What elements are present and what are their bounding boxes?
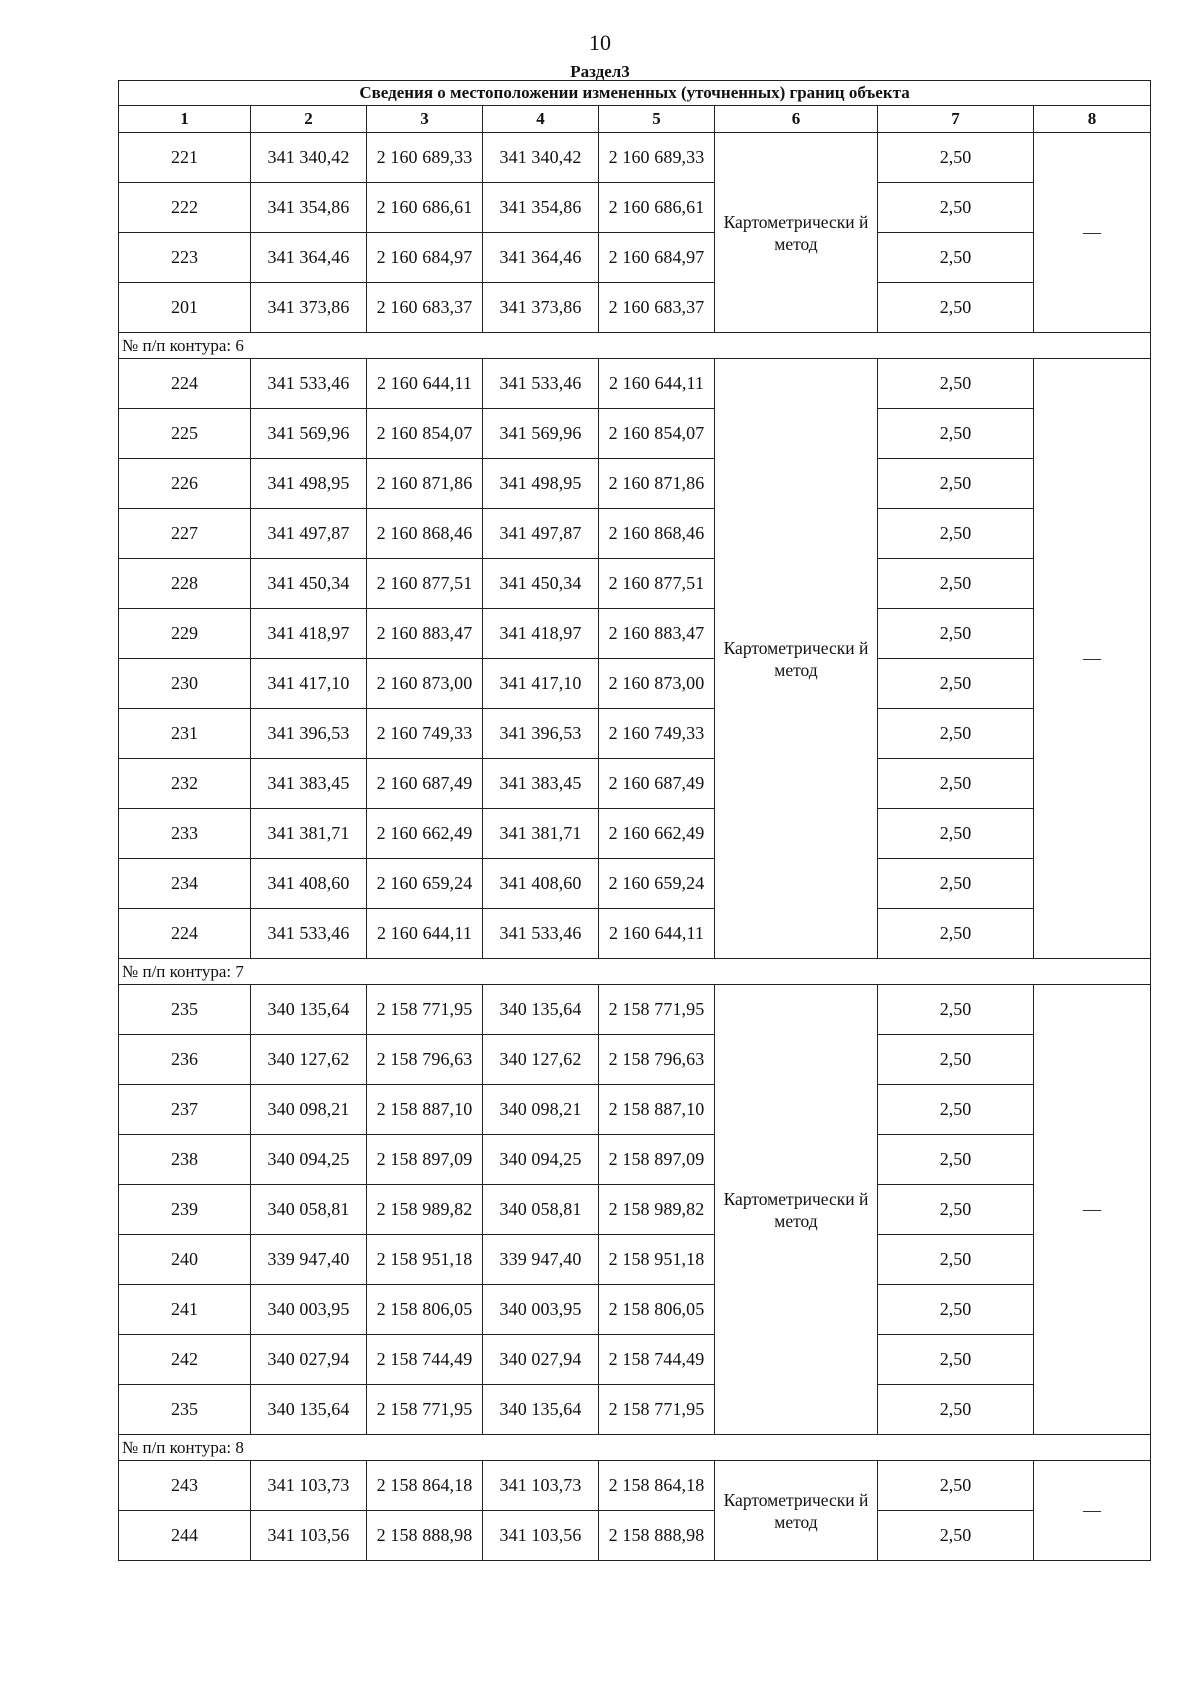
x-old-cell: 341 383,45 (251, 759, 367, 809)
table-row (119, 559, 1151, 609)
page-number: 10 (589, 30, 611, 55)
y-new-cell: 2 158 888,98 (599, 1511, 715, 1561)
y-new-cell: 2 160 687,49 (599, 759, 715, 809)
x-old-cell: 341 340,42 (251, 133, 367, 183)
x-new-cell: 341 417,10 (483, 659, 599, 709)
accuracy-cell: 2,50 (878, 509, 1034, 559)
x-new-cell: 341 497,87 (483, 509, 599, 559)
column-header-1: 1 (119, 106, 251, 133)
x-new-cell: 341 498,95 (483, 459, 599, 509)
point-number-cell: 242 (119, 1335, 251, 1385)
y-new-cell: 2 158 897,09 (599, 1135, 715, 1185)
x-new-cell: 341 569,96 (483, 409, 599, 459)
y-new-cell: 2 158 989,82 (599, 1185, 715, 1235)
x-old-cell: 341 533,46 (251, 909, 367, 959)
table-row (119, 1385, 1151, 1435)
accuracy-cell: 2,50 (878, 283, 1034, 333)
y-old-cell: 2 160 659,24 (367, 859, 483, 909)
table-row (119, 133, 1151, 183)
column-header-7: 7 (878, 106, 1034, 133)
y-old-cell: 2 158 796,63 (367, 1035, 483, 1085)
accuracy-cell: 2,50 (878, 1461, 1034, 1511)
method-cell: Картометрически й метод (715, 359, 878, 959)
point-number-cell: 223 (119, 233, 251, 283)
x-new-cell: 341 383,45 (483, 759, 599, 809)
accuracy-cell: 2,50 (878, 909, 1034, 959)
y-old-cell: 2 158 887,10 (367, 1085, 483, 1135)
y-new-cell: 2 160 659,24 (599, 859, 715, 909)
x-new-cell: 340 094,25 (483, 1135, 599, 1185)
accuracy-cell: 2,50 (878, 1035, 1034, 1085)
point-number-cell: 227 (119, 509, 251, 559)
y-old-cell: 2 160 883,47 (367, 609, 483, 659)
x-old-cell: 341 418,97 (251, 609, 367, 659)
table-caption: Сведения о местоположении измененных (уточненных) границ объекта (119, 81, 1151, 106)
point-number-cell: 232 (119, 759, 251, 809)
accuracy-cell: 2,50 (878, 1335, 1034, 1385)
accuracy-cell: 2,50 (878, 659, 1034, 709)
point-number-cell: 234 (119, 859, 251, 909)
y-old-cell: 2 158 951,18 (367, 1235, 483, 1285)
y-new-cell: 2 160 877,51 (599, 559, 715, 609)
table-row (119, 809, 1151, 859)
point-number-cell: 235 (119, 985, 251, 1035)
table-row (119, 1185, 1151, 1235)
x-new-cell: 340 135,64 (483, 1385, 599, 1435)
x-old-cell: 340 094,25 (251, 1135, 367, 1185)
x-new-cell: 341 533,46 (483, 359, 599, 409)
x-new-cell: 341 103,73 (483, 1461, 599, 1511)
y-old-cell: 2 158 771,95 (367, 985, 483, 1035)
contour-label: № п/п контура: 8 (119, 1435, 1151, 1461)
contour-row (119, 1435, 1151, 1461)
y-old-cell: 2 160 662,49 (367, 809, 483, 859)
x-new-cell: 341 373,86 (483, 283, 599, 333)
accuracy-cell: 2,50 (878, 1235, 1034, 1285)
table-row (119, 1285, 1151, 1335)
y-old-cell: 2 160 683,37 (367, 283, 483, 333)
y-new-cell: 2 160 686,61 (599, 183, 715, 233)
method-cell: Картометрически й метод (715, 985, 878, 1435)
contour-label: № п/п контура: 6 (119, 333, 1151, 359)
x-new-cell: 340 058,81 (483, 1185, 599, 1235)
x-new-cell: 340 135,64 (483, 985, 599, 1035)
table-row (119, 359, 1151, 409)
x-old-cell: 341 417,10 (251, 659, 367, 709)
accuracy-cell: 2,50 (878, 709, 1034, 759)
column-header-3: 3 (367, 106, 483, 133)
point-number-cell: 244 (119, 1511, 251, 1561)
x-old-cell: 340 058,81 (251, 1185, 367, 1235)
note-cell: — (1034, 133, 1151, 333)
method-cell: Картометрически й метод (715, 133, 878, 333)
point-number-cell: 235 (119, 1385, 251, 1435)
table-row (119, 233, 1151, 283)
y-old-cell: 2 158 888,98 (367, 1511, 483, 1561)
x-new-cell: 340 127,62 (483, 1035, 599, 1085)
y-new-cell: 2 160 871,86 (599, 459, 715, 509)
y-old-cell: 2 160 871,86 (367, 459, 483, 509)
column-header-5: 5 (599, 106, 715, 133)
accuracy-cell: 2,50 (878, 559, 1034, 609)
accuracy-cell: 2,50 (878, 809, 1034, 859)
point-number-cell: 224 (119, 909, 251, 959)
x-old-cell: 340 135,64 (251, 985, 367, 1035)
table-row (119, 909, 1151, 959)
x-new-cell: 341 381,71 (483, 809, 599, 859)
point-number-cell: 240 (119, 1235, 251, 1285)
point-number-cell: 229 (119, 609, 251, 659)
point-number-cell: 228 (119, 559, 251, 609)
x-old-cell: 340 027,94 (251, 1335, 367, 1385)
y-old-cell: 2 158 989,82 (367, 1185, 483, 1235)
x-old-cell: 341 450,34 (251, 559, 367, 609)
point-number-cell: 243 (119, 1461, 251, 1511)
y-new-cell: 2 160 883,47 (599, 609, 715, 659)
x-old-cell: 341 373,86 (251, 283, 367, 333)
table-row (119, 509, 1151, 559)
note-cell: — (1034, 985, 1151, 1435)
table-row (119, 709, 1151, 759)
x-new-cell: 341 364,46 (483, 233, 599, 283)
point-number-cell: 226 (119, 459, 251, 509)
x-old-cell: 340 127,62 (251, 1035, 367, 1085)
x-old-cell: 341 533,46 (251, 359, 367, 409)
point-number-cell: 224 (119, 359, 251, 409)
column-header-row (119, 106, 1151, 133)
x-new-cell: 341 418,97 (483, 609, 599, 659)
table-row (119, 459, 1151, 509)
y-old-cell: 2 158 897,09 (367, 1135, 483, 1185)
x-old-cell: 341 497,87 (251, 509, 367, 559)
y-new-cell: 2 160 868,46 (599, 509, 715, 559)
point-number-cell: 233 (119, 809, 251, 859)
y-old-cell: 2 160 877,51 (367, 559, 483, 609)
note-cell: — (1034, 1461, 1151, 1561)
accuracy-cell: 2,50 (878, 859, 1034, 909)
table-caption-row (119, 81, 1151, 106)
y-new-cell: 2 158 864,18 (599, 1461, 715, 1511)
y-new-cell: 2 160 684,97 (599, 233, 715, 283)
accuracy-cell: 2,50 (878, 759, 1034, 809)
table-row (119, 1461, 1151, 1511)
table-row (119, 1085, 1151, 1135)
table-row (119, 1511, 1151, 1561)
y-new-cell: 2 160 644,11 (599, 359, 715, 409)
point-number-cell: 222 (119, 183, 251, 233)
x-new-cell: 340 027,94 (483, 1335, 599, 1385)
x-new-cell: 341 340,42 (483, 133, 599, 183)
y-new-cell: 2 158 951,18 (599, 1235, 715, 1285)
y-new-cell: 2 160 644,11 (599, 909, 715, 959)
y-new-cell: 2 160 662,49 (599, 809, 715, 859)
table-row (119, 1135, 1151, 1185)
y-old-cell: 2 160 644,11 (367, 909, 483, 959)
note-cell: — (1034, 359, 1151, 959)
table-row (119, 283, 1151, 333)
table-row (119, 859, 1151, 909)
x-old-cell: 339 947,40 (251, 1235, 367, 1285)
y-old-cell: 2 160 854,07 (367, 409, 483, 459)
x-new-cell: 341 103,56 (483, 1511, 599, 1561)
y-old-cell: 2 160 749,33 (367, 709, 483, 759)
y-old-cell: 2 160 687,49 (367, 759, 483, 809)
x-old-cell: 341 381,71 (251, 809, 367, 859)
accuracy-cell: 2,50 (878, 409, 1034, 459)
x-new-cell: 339 947,40 (483, 1235, 599, 1285)
y-old-cell: 2 160 686,61 (367, 183, 483, 233)
boundary-coordinates-table (118, 80, 1151, 1561)
table-row (119, 1235, 1151, 1285)
x-old-cell: 341 103,56 (251, 1511, 367, 1561)
accuracy-cell: 2,50 (878, 1085, 1034, 1135)
accuracy-cell: 2,50 (878, 459, 1034, 509)
accuracy-cell: 2,50 (878, 1511, 1034, 1561)
y-old-cell: 2 160 873,00 (367, 659, 483, 709)
accuracy-cell: 2,50 (878, 233, 1034, 283)
point-number-cell: 238 (119, 1135, 251, 1185)
x-old-cell: 341 569,96 (251, 409, 367, 459)
table-row (119, 759, 1151, 809)
x-old-cell: 341 498,95 (251, 459, 367, 509)
point-number-cell: 237 (119, 1085, 251, 1135)
point-number-cell: 236 (119, 1035, 251, 1085)
table-row (119, 985, 1151, 1035)
y-new-cell: 2 158 744,49 (599, 1335, 715, 1385)
table-row (119, 409, 1151, 459)
point-number-cell: 225 (119, 409, 251, 459)
contour-row (119, 333, 1151, 359)
x-old-cell: 340 003,95 (251, 1285, 367, 1335)
accuracy-cell: 2,50 (878, 359, 1034, 409)
column-header-4: 4 (483, 106, 599, 133)
column-header-6: 6 (715, 106, 878, 133)
x-old-cell: 341 103,73 (251, 1461, 367, 1511)
accuracy-cell: 2,50 (878, 1285, 1034, 1335)
column-header-8: 8 (1034, 106, 1151, 133)
x-new-cell: 340 098,21 (483, 1085, 599, 1135)
y-new-cell: 2 158 796,63 (599, 1035, 715, 1085)
point-number-cell: 239 (119, 1185, 251, 1235)
y-new-cell: 2 160 683,37 (599, 283, 715, 333)
accuracy-cell: 2,50 (878, 1135, 1034, 1185)
point-number-cell: 201 (119, 283, 251, 333)
x-new-cell: 341 396,53 (483, 709, 599, 759)
column-header-2: 2 (251, 106, 367, 133)
table-row (119, 1035, 1151, 1085)
y-old-cell: 2 158 806,05 (367, 1285, 483, 1335)
y-new-cell: 2 158 887,10 (599, 1085, 715, 1135)
table-row (119, 659, 1151, 709)
x-old-cell: 340 135,64 (251, 1385, 367, 1435)
x-new-cell: 341 354,86 (483, 183, 599, 233)
x-old-cell: 340 098,21 (251, 1085, 367, 1135)
y-old-cell: 2 158 744,49 (367, 1335, 483, 1385)
x-old-cell: 341 364,46 (251, 233, 367, 283)
point-number-cell: 231 (119, 709, 251, 759)
x-new-cell: 340 003,95 (483, 1285, 599, 1335)
y-old-cell: 2 158 771,95 (367, 1385, 483, 1435)
table-row (119, 609, 1151, 659)
y-new-cell: 2 158 771,95 (599, 985, 715, 1035)
y-new-cell: 2 158 806,05 (599, 1285, 715, 1335)
method-cell: Картометрически й метод (715, 1461, 878, 1561)
accuracy-cell: 2,50 (878, 985, 1034, 1035)
point-number-cell: 241 (119, 1285, 251, 1335)
table-row (119, 183, 1151, 233)
x-new-cell: 341 408,60 (483, 859, 599, 909)
y-old-cell: 2 160 644,11 (367, 359, 483, 409)
y-old-cell: 2 160 868,46 (367, 509, 483, 559)
y-new-cell: 2 158 771,95 (599, 1385, 715, 1435)
accuracy-cell: 2,50 (878, 1185, 1034, 1235)
contour-label: № п/п контура: 7 (119, 959, 1151, 985)
x-old-cell: 341 396,53 (251, 709, 367, 759)
y-new-cell: 2 160 689,33 (599, 133, 715, 183)
y-new-cell: 2 160 749,33 (599, 709, 715, 759)
table-row (119, 1335, 1151, 1385)
contour-row (119, 959, 1151, 985)
section-title: Раздел3 (570, 62, 630, 81)
y-old-cell: 2 158 864,18 (367, 1461, 483, 1511)
accuracy-cell: 2,50 (878, 183, 1034, 233)
y-old-cell: 2 160 689,33 (367, 133, 483, 183)
x-new-cell: 341 533,46 (483, 909, 599, 959)
accuracy-cell: 2,50 (878, 1385, 1034, 1435)
point-number-cell: 230 (119, 659, 251, 709)
accuracy-cell: 2,50 (878, 609, 1034, 659)
accuracy-cell: 2,50 (878, 133, 1034, 183)
y-new-cell: 2 160 873,00 (599, 659, 715, 709)
point-number-cell: 221 (119, 133, 251, 183)
x-old-cell: 341 408,60 (251, 859, 367, 909)
y-new-cell: 2 160 854,07 (599, 409, 715, 459)
x-new-cell: 341 450,34 (483, 559, 599, 609)
x-old-cell: 341 354,86 (251, 183, 367, 233)
y-old-cell: 2 160 684,97 (367, 233, 483, 283)
